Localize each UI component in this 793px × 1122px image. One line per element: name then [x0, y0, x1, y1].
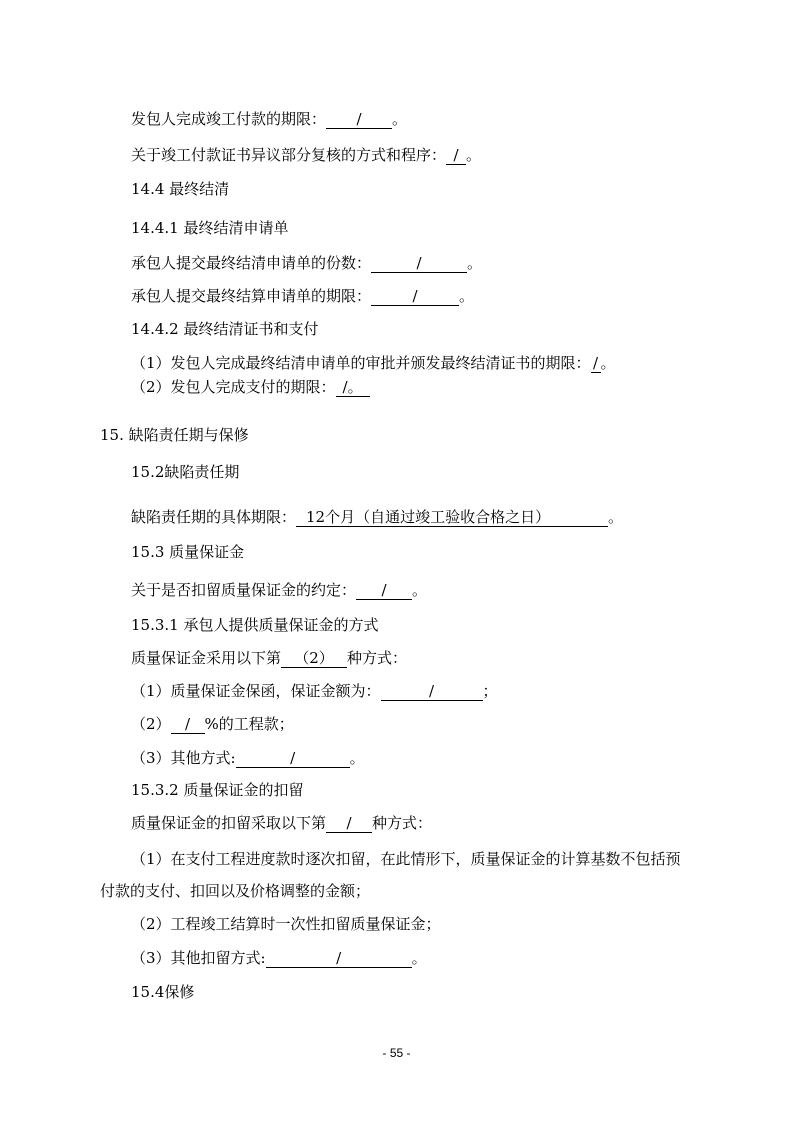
label: （1）发包人完成最终结清申请单的审批并颁发最终结清证书的期限： [131, 354, 591, 372]
defect-period-line: 缺陷责任期的具体期限： 12个月（自通过竣工验收合格之日） 。 [131, 508, 624, 526]
final-settlement-copies-line: 承包人提交最终结清申请单的份数： / 。 [131, 254, 483, 272]
label: 发包人完成竣工付款的期限： [131, 110, 327, 128]
progressive-retention-line: （1）在支付工程进度款时逐次扣留，在此情形下，质量保证金的计算基数不包括预 [131, 850, 681, 868]
other-retention-line: （3）其他扣留方式: / 。 [131, 949, 427, 967]
completion-payment-deadline-blank: / [326, 110, 392, 129]
objection-review-procedure-blank: / [446, 146, 466, 165]
guarantee-letter-line: （1）质量保证金保函，保证金额为： / ； [131, 682, 498, 700]
final-settlement-deadline-line: 承包人提交最终结算申请单的期限： / 。 [131, 287, 475, 305]
payment-deadline-line [131, 377, 370, 397]
label: （1）质量保证金保函，保证金额为： [131, 682, 381, 700]
retention-agreement-line: 关于是否扣留质量保证金的约定： / 。 [131, 581, 428, 599]
guarantee-amount-blank: / [381, 682, 483, 701]
completion-payment-deadline-line: 发包人完成竣工付款的期限： / 。 [131, 110, 408, 128]
label: 关于是否扣留质量保证金的约定： [131, 581, 357, 599]
label: 承包人提交最终结清申请单的份数： [131, 254, 372, 272]
percentage-line: （2） / %的工程款； [131, 715, 294, 733]
retention-method-line: 质量保证金的扣留采取以下第 / 种方式： [131, 814, 433, 832]
lump-sum-retention-line: （2）工程竣工结算时一次性扣留质量保证金； [131, 915, 441, 933]
guarantee-method-blank: （2） [281, 649, 347, 668]
retention-agreement-blank: / [356, 581, 412, 600]
guarantee-method-line: 质量保证金采用以下第 （2） 种方式： [131, 649, 408, 667]
label: 关于竣工付款证书异议部分复核的方式和程序： [131, 146, 447, 164]
section-heading-14-4-1: 14.4.1 最终结清申请单 [131, 219, 289, 237]
section-heading-15-3: 15.3 质量保证金 [131, 543, 245, 561]
final-settlement-copies-blank: / [371, 254, 467, 273]
label: （2） [131, 715, 171, 733]
progressive-retention-line-cont: 付款的支付、扣回以及价格调整的金额； [100, 882, 371, 900]
label: 质量保证金采用以下第 [131, 649, 282, 667]
other-method-line: （3）其他方式: / 。 [131, 749, 365, 767]
label: 缺陷责任期的具体期限： [131, 508, 297, 526]
section-heading-14-4: 14.4 最终结清 [131, 180, 230, 198]
section-heading-15-2: 15.2缺陷责任期 [131, 463, 240, 481]
payment-deadline-blank: /。 [336, 378, 370, 397]
objection-review-procedure-line: 关于竣工付款证书异议部分复核的方式和程序： / 。 [131, 146, 482, 164]
other-method-blank: / [236, 749, 350, 768]
section-heading-15-4: 15.4保修 [131, 983, 195, 1001]
section-heading-15: 15. 缺陷责任期与保修 [100, 426, 249, 444]
label: 承包人提交最终结算申请单的期限： [131, 287, 372, 305]
page-number: - 55 - [382, 1046, 411, 1060]
label: （2）发包人完成支付的期限： [131, 378, 336, 396]
label: （3）其他方式: [131, 749, 236, 767]
percentage-blank: / [171, 715, 205, 734]
section-heading-14-4-2: 14.4.2 最终结清证书和支付 [131, 320, 319, 338]
other-retention-blank: / [266, 949, 412, 968]
label: 质量保证金的扣留采取以下第 [131, 814, 327, 832]
defect-period-blank: 12个月（自通过竣工验收合格之日） [296, 508, 608, 527]
final-certificate-deadline-blank: / [591, 354, 601, 373]
section-heading-15-3-2: 15.3.2 质量保证金的扣留 [131, 781, 304, 799]
final-settlement-deadline-blank: / [371, 287, 459, 306]
final-certificate-deadline-line: （1）发包人完成最终结清申请单的审批并颁发最终结清证书的期限： / 。 [131, 354, 616, 372]
section-heading-15-3-1: 15.3.1 承包人提供质量保证金的方式 [131, 616, 379, 634]
label: （3）其他扣留方式: [131, 949, 266, 967]
retention-method-blank: / [326, 814, 372, 833]
